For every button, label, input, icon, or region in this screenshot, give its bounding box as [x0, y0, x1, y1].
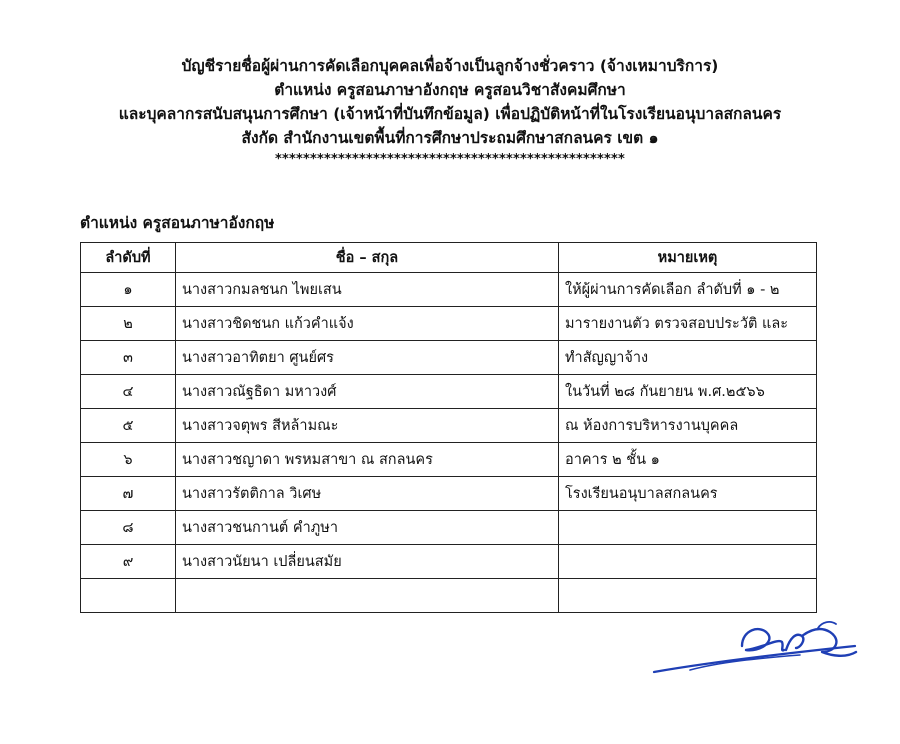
table-row	[81, 307, 817, 341]
row-name-cell: นางสาวจตุพร สีหล้ามณะ	[176, 409, 559, 443]
row-name-cell: นางสาวนัยนา เปลี่ยนสมัย	[176, 545, 559, 579]
document-header	[0, 54, 900, 170]
row-remark-cell: ในวันที่ ๒๘ กันยายน พ.ศ.๒๕๖๖	[559, 375, 817, 409]
row-order-cell	[81, 579, 176, 613]
row-name-cell: นางสาวณัฐธิดา มหาวงศ์	[176, 375, 559, 409]
handwritten-signature	[650, 612, 870, 682]
column-header-name: ชื่อ – สกุล	[176, 243, 559, 273]
table-row	[81, 477, 817, 511]
row-name-cell: นางสาวรัตติกาล วิเศษ	[176, 477, 559, 511]
row-remark-cell	[559, 579, 817, 613]
row-remark-cell	[559, 545, 817, 579]
candidate-table	[80, 242, 817, 613]
row-name-cell: นางสาวอาทิตยา ศูนย์ศร	[176, 341, 559, 375]
header-divider-stars: **************************************************	[275, 152, 625, 167]
row-remark-cell: โรงเรียนอนุบาลสกลนคร	[559, 477, 817, 511]
row-remark-cell: ทำสัญญาจ้าง	[559, 341, 817, 375]
row-remark-cell: อาคาร ๒ ชั้น ๑	[559, 443, 817, 477]
column-header-remark: หมายเหตุ	[559, 243, 817, 273]
table-row	[81, 409, 817, 443]
row-order-cell: ๖	[81, 443, 176, 477]
row-remark-cell: ให้ผู้ผ่านการคัดเลือก ลำดับที่ ๑ - ๒	[559, 273, 817, 307]
header-line-3: และบุคลากรสนับสนุนการศึกษา (เจ้าหน้าที่บันทึกข้อมูล) เพื่อปฏิบัติหน้าที่ในโรงเรียนอนุบาลสกลนคร	[118, 105, 782, 123]
row-remark-cell: ณ ห้องการบริหารงานบุคคล	[559, 409, 817, 443]
row-remark-cell: มารายงานตัว ตรวจสอบประวัติ และ	[559, 307, 817, 341]
row-name-cell: นางสาวชิดชนก แก้วคำแจ้ง	[176, 307, 559, 341]
row-order-cell: ๕	[81, 409, 176, 443]
row-remark-cell	[559, 511, 817, 545]
row-order-cell: ๑	[81, 273, 176, 307]
table-row	[81, 341, 817, 375]
row-order-cell: ๗	[81, 477, 176, 511]
row-name-cell	[176, 579, 559, 613]
table-row	[81, 273, 817, 307]
row-order-cell: ๒	[81, 307, 176, 341]
header-line-4: สังกัด สำนักงานเขตพื้นที่การศึกษาประถมศึกษาสกลนคร เขต ๑	[241, 129, 659, 147]
table-row	[81, 545, 817, 579]
column-header-order: ลำดับที่	[81, 243, 176, 273]
header-line-1: บัญชีรายชื่อผู้ผ่านการคัดเลือกบุคคลเพื่อจ้างเป็นลูกจ้างชั่วคราว (จ้างเหมาบริการ)	[181, 57, 719, 75]
header-line-2: ตำแหน่ง ครูสอนภาษาอังกฤษ ครูสอนวิชาสังคมศึกษา	[274, 81, 626, 99]
row-order-cell: ๓	[81, 341, 176, 375]
table-row	[81, 511, 817, 545]
table-row	[81, 443, 817, 477]
table-row	[81, 579, 817, 613]
row-order-cell: ๙	[81, 545, 176, 579]
table-header-row	[81, 243, 817, 273]
row-name-cell: นางสาวชญาดา พรหมสาขา ณ สกลนคร	[176, 443, 559, 477]
row-order-cell: ๘	[81, 511, 176, 545]
row-name-cell: นางสาวชนกานต์ คำภูษา	[176, 511, 559, 545]
row-order-cell: ๔	[81, 375, 176, 409]
table-row	[81, 375, 817, 409]
row-name-cell: นางสาวกมลชนก ไพยเสน	[176, 273, 559, 307]
section-title: ตำแหน่ง ครูสอนภาษาอังกฤษ	[80, 214, 275, 232]
